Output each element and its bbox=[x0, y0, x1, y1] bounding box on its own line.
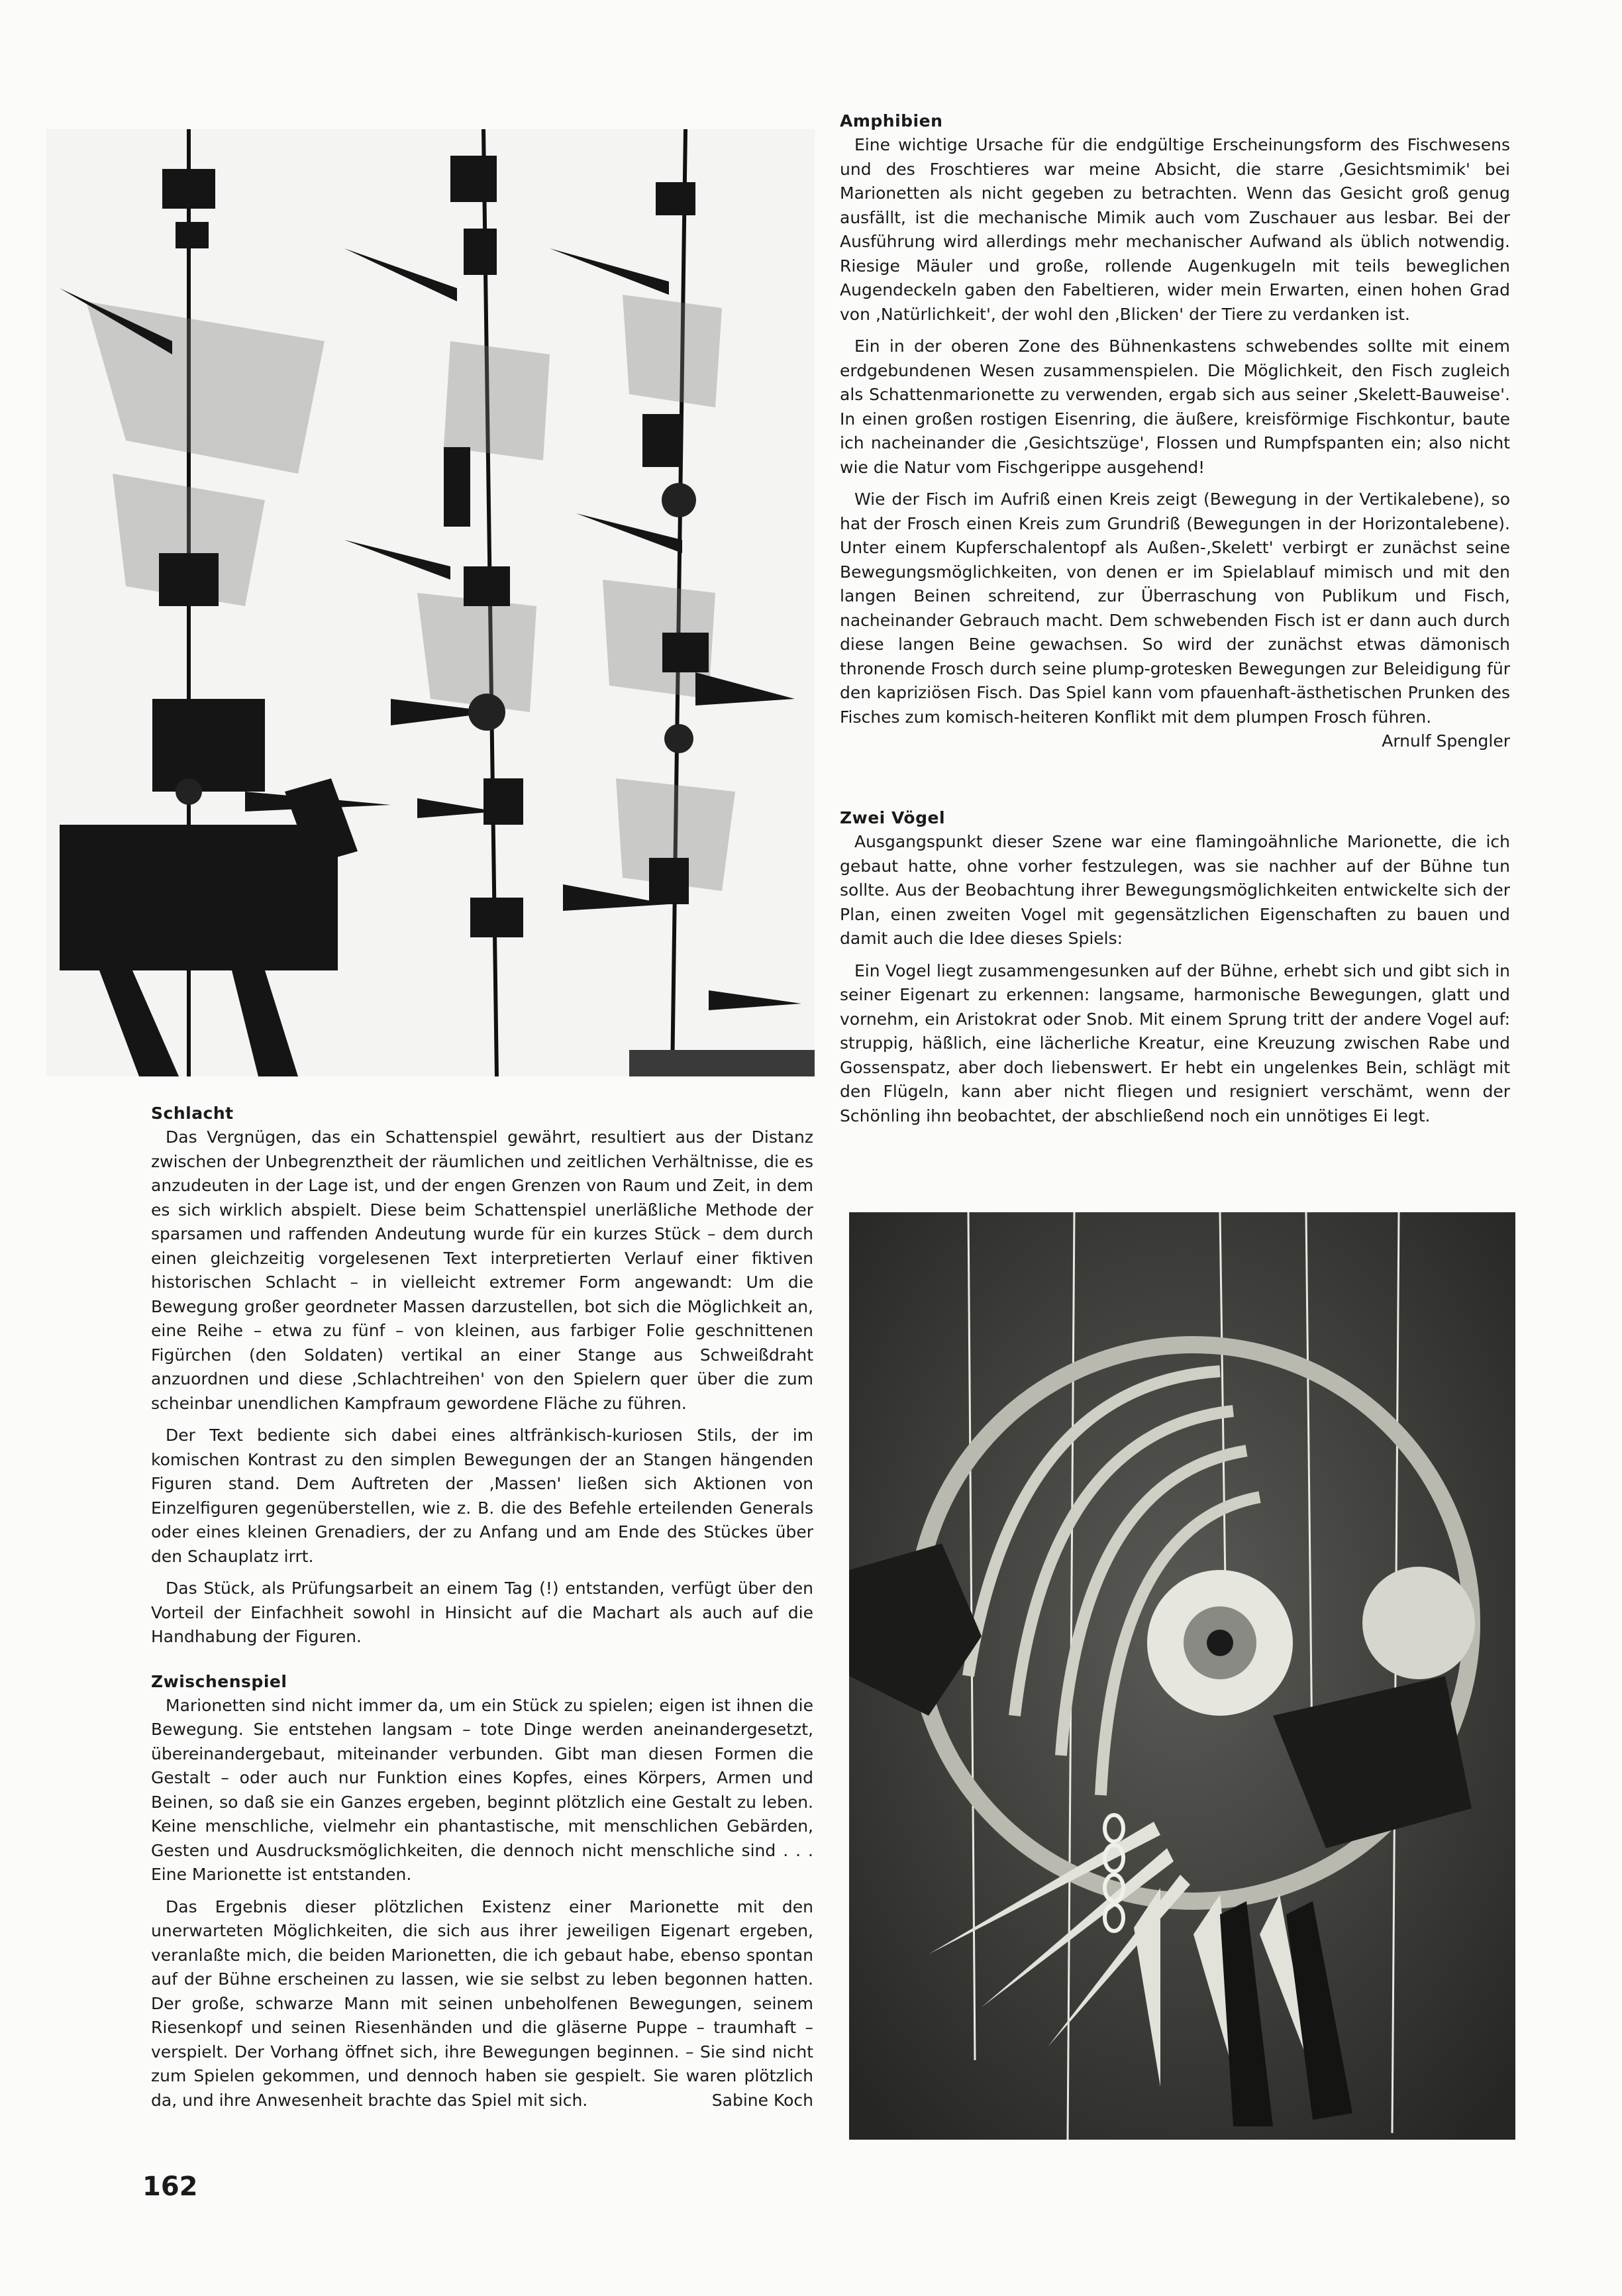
paragraph: Eine wichtige Ursache für die endgültige Erscheinungsform des Fischwesens und des Froschtieres war meine Absicht, die starre ‚Gesichtsmimik' bei Marionetten als nicht gegeben zu betrachten. Wenn das Gesicht groß genug ausfällt, ist die mechanische Mimik auch vom Zuschauer aus lesbar. Bei der Ausführung wird allerdings mehr mechanischer Aufwand als üblich notwendig. Riesige Mäuler und große, rollende Augenkugeln mit teils beweglichen Augendeckeln gaben den Fabeltieren, wider mein Erwarten, einen hohen Grad von ‚Natürlichkeit', der wohl den ‚Blicken' der Tiere zu verdanken ist. bbox=[840, 135, 1510, 324]
paragraph: Ausgangspunkt dieser Szene war eine flamingoähnliche Marionette, die ich gebaut hatte, ohne vorher festzulegen, was sie nachher auf der Bühne tun sollte. Aus der Beobachtung ihrer Bewegungsmöglichkeiten entwickelte sich der Plan, einen zweiten Vogel mit gegensätzlichen Eigenschaften zu bauen und damit auch die Idee dieses Spiels: bbox=[840, 832, 1510, 948]
section-heading: Schlacht bbox=[151, 1104, 234, 1123]
section-heading: Zwischenspiel bbox=[151, 1671, 287, 1691]
amphibien-section bbox=[840, 111, 1510, 754]
zwei-voegel-section bbox=[840, 808, 1510, 1128]
paragraph: Der Text bediente sich dabei eines altfränkisch-kuriosen Stils, der im komischen Kontrast zu den simplen Bewegungen der an Stangen hängenden Figuren stand. Dem Auftreten der ‚Massen' ließen sich Aktionen von Einzelfiguren gegenüberstellen, wie z. B. die des Befehle erteilenden Generals oder eines kleinen Grenadiers, der zu Anfang und am Ende des Stückes über den Schauplatz irrt. bbox=[151, 1426, 813, 1566]
paragraph: Ein Vogel liegt zusammengesunken auf der Bühne, erhebt sich und gibt sich in seiner Eigenart zu erkennen: langsame, harmonische Bewegungen, glatt und vornehm, ein Aristokrat oder Snob. Mit einem Sprung tritt der andere Vogel auf: struppig, häßlich, eine lächerliche Kreatur, eine Kreuzung zwischen Rabe und Gossenspatz, aber doch liebenswert. Er hebt ein ungelenkes Bein, schlägt mit den Flügeln, kann aber nicht fliegen und resigniert verschämt, wenn der Schönling ihn beobachtet, der abschließend noch ein unnötiges Ei legt. bbox=[840, 961, 1510, 1125]
paragraph: Marionetten sind nicht immer da, um ein Stück zu spielen; eigen ist ihnen die Bewegung. Sie entstehen langsam – tote Dinge werden aneinandergesetzt, übereinandergebaut, miteinander verbunden. Gibt man diesen Formen die Gestalt – oder auch nur Funktion eines Kopfes, eines Körpers, Armen und Beinen, so daß sie ein Ganzes ergeben, beginnt plötzlich eine Gestalt zu leben. Keine menschliche, vielmehr ein phantastische, mit menschlichen Gebärden, Gesten und Ausdrucksmöglichkeiten, die dennoch nicht menschliche sind . . . Eine Marionette ist entstanden. bbox=[151, 1695, 813, 1884]
shadow-puppets-photo bbox=[46, 129, 815, 1076]
paragraph: Wie der Fisch im Aufriß einen Kreis zeigt (Bewegung in der Vertikalebene), so hat der Frosch einen Kreis zum Grundriß (Bewegungen in der Horizontalebene). Unter einem Kupferschalentopf als Außen-‚Skelett' verbirgt er zunächst seine Bewegungsmöglichkeiten, von denen er im Spielablauf mimisch und mit den langen Beinen schreitend, zur Überraschung von Publikum und Fisch, nacheinander Gebrauch macht. Dem schwebenden Fisch ist er dann auch durch diese langen Beine gewachsen. So wird der zunächst etwas dämonisch thronende Frosch durch seine plump-grotesken Bewegungen zur Beleidigung für den kapriziösen Fisch. Das Spiel kann vom pfauenhaft-ästhetischen Prunken des Fisches zum komisch-heiteren Konflikt mit dem plumpen Frosch führen. Arnulf Spengler bbox=[840, 488, 1510, 729]
left-text-column bbox=[151, 1104, 813, 2113]
paragraph: Ein in der oberen Zone des Bühnenkastens schwebendes sollte mit einem erdgebundenen Wesen zusammenspielen. Die Möglichkeit, den Fisch zugleich als Schattenmarionette zu verwenden, ergab sich aus seiner ‚Skelett-Bauweise'. In einen großen rostigen Eisenring, die äußere, kreisförmige Fischkontur, baute ich nacheinander die ‚Gesichtszüge', Flossen und Rumpfspanten ein; also nicht wie die Natur vom Fischgerippe ausgehend! bbox=[840, 337, 1510, 477]
section-heading: Amphibien bbox=[840, 111, 943, 130]
fish-marionette-photo bbox=[849, 1212, 1515, 2140]
page-number: 162 bbox=[142, 2171, 198, 2202]
paragraph: Das Ergebnis dieser plötzlichen Existenz einer Marionette mit den unerwarteten Möglichkeiten, die sich aus ihrer jeweiligen Eigenart ergeben, veranlaßte mich, die beiden Marionetten, die ich gebaut habe, ebenso spontan auf der Bühne erscheinen zu lassen, wie sie selbst zu leben begonnen hatten. Der große, schwarze Mann mit seinen unbeholfenen Bewegungen, seinem Riesenkopf und seinen Riesenhänden und die gläserne Puppe – traumhaft – verspielt. Der Vorhang öffnet sich, ihre Bewegungen beginnen. – Sie sind nicht zum Spielen gekommen, und dennoch haben sie gespielt. Sie waren plötzlich da, und ihre Anwesenheit brachte das Spiel mit sich. Sabine Koch bbox=[151, 1895, 813, 2113]
paragraph: Das Stück, als Prüfungsarbeit an einem Tag (!) entstanden, verfügt über den Vorteil der Einfachheit sowohl in Hinsicht auf die Machart als auch auf die Handhabung der Figuren. bbox=[151, 1579, 813, 1646]
author-signature: Arnulf Spengler bbox=[1382, 731, 1510, 751]
author-signature: Sabine Koch bbox=[711, 2090, 813, 2110]
section-heading: Zwei Vögel bbox=[840, 808, 946, 827]
paragraph: Das Vergnügen, das ein Schattenspiel gewährt, resultiert aus der Distanz zwischen der Unbegrenztheit der räumlichen und zeitlichen Verhältnisse, die es anzudeuten in der Lage ist, und der engen Grenzen von Raum und Zeit, in dem es sich wirklich abspielt. Diese beim Schattenspiel unerläßliche Methode der sparsamen und raffenden Andeutung wurde für ein kurzes Stück – dem durch einen gleichzeitig vorgelesenen Text interpretierten Verlauf einer fiktiven historischen Schlacht – in vielleicht extremer Form angewandt: Um die Bewegung großer geordneter Massen darzustellen, bot sich die Möglichkeit an, eine Reihe – etwa zu fünf – von kleinen, aus farbiger Folie geschnittenen Figürchen (den Soldaten) vertikal an einer Stange aus Schweißdraht anzuordnen und diese ‚Schlachtreihen' von den Spielern quer über die zum scheinbar unendlichen Kampfraum gewordene Fläche zu führen. bbox=[151, 1127, 813, 1413]
